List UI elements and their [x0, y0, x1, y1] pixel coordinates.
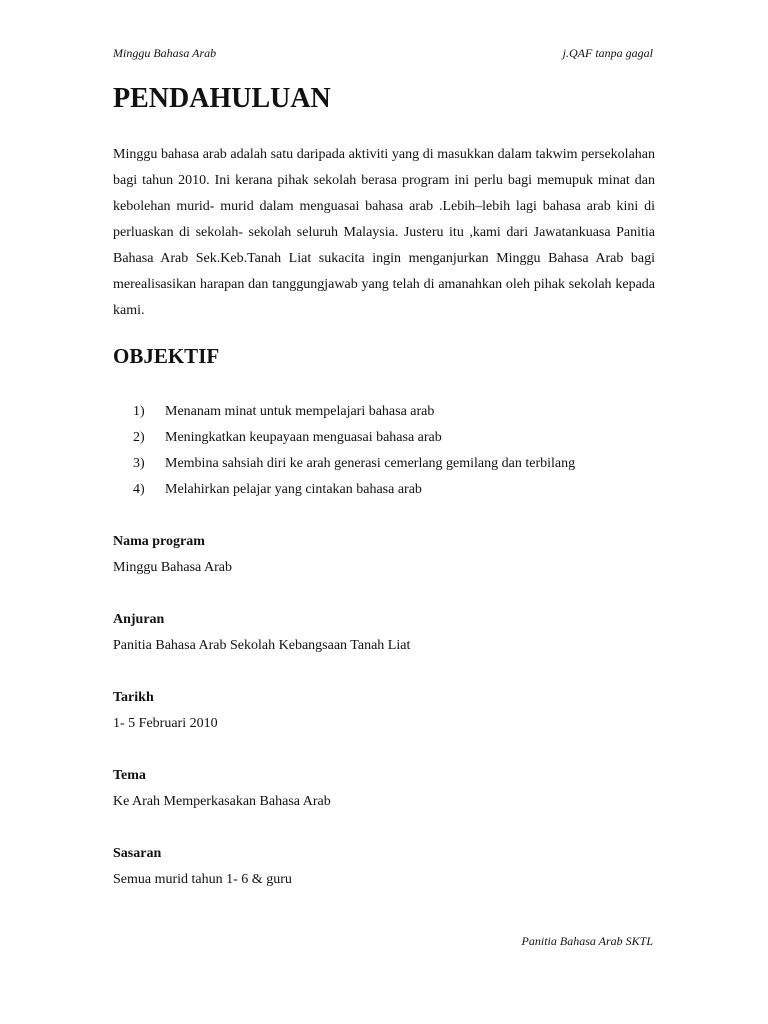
footer-text: Panitia Bahasa Arab SKTL	[521, 934, 653, 948]
field-label: Tema	[113, 768, 146, 783]
field-value: Panitia Bahasa Arab Sekolah Kebangsaan Tanah Liat	[113, 638, 411, 653]
header-right-title: j.QAF tanpa gagal	[562, 46, 653, 60]
intro-heading: PENDAHULUAN	[113, 83, 331, 114]
field-theme	[113, 763, 655, 815]
field-value: 1- 5 Februari 2010	[113, 716, 218, 731]
field-value: Minggu Bahasa Arab	[113, 560, 232, 575]
list-item-text: Melahirkan pelajar yang cintakan bahasa arab	[165, 482, 422, 497]
list-item-number: 1)	[133, 404, 145, 419]
list-item-number: 4)	[133, 482, 145, 497]
field-program-name	[113, 529, 655, 581]
field-label: Tarikh	[113, 690, 154, 705]
field-organizer	[113, 607, 655, 659]
field-date	[113, 685, 655, 737]
field-label: Nama program	[113, 534, 205, 549]
list-item	[113, 477, 655, 503]
list-item-number: 3)	[133, 456, 145, 471]
intro-paragraph: Minggu bahasa arab adalah satu daripada aktiviti yang di masukkan dalam takwim persekolahan bagi tahun 2010. Ini kerana pihak sekolah berasa program ini perlu bagi memupuk minat dan kebolehan murid- murid dalam menguasai bahasa arab .Lebih–lebih lagi bahasa arab kini di perluaskan di sekolah- sekolah seluruh Malaysia. Justeru itu ,kami dari Jawatankuasa Panitia Bahasa Arab Sek.Keb.Tanah Liat sukacita ingin menganjurkan Minggu Bahasa Arab bagi merealisasikan harapan dan tanggungjawab yang telah di amanahkan oleh pihak sekolah kepada kami.	[113, 147, 655, 318]
list-item-text: Membina sahsiah diri ke arah generasi cemerlang gemilang dan terbilang	[165, 456, 576, 471]
header-left-title: Minggu Bahasa Arab	[113, 46, 217, 60]
field-target	[113, 841, 655, 893]
list-item	[113, 451, 655, 477]
list-item-text: Menanam minat untuk mempelajari bahasa arab	[165, 404, 435, 419]
document-body	[113, 83, 655, 893]
field-value: Semua murid tahun 1- 6 & guru	[113, 872, 292, 887]
list-item-text: Meningkatkan keupayaan menguasai bahasa arab	[165, 430, 442, 445]
list-item-number: 2)	[133, 430, 145, 445]
field-label: Anjuran	[113, 612, 165, 627]
list-item	[113, 399, 655, 425]
program-details	[113, 529, 655, 893]
list-item	[113, 425, 655, 451]
field-value: Ke Arah Memperkasakan Bahasa Arab	[113, 794, 331, 809]
field-label: Sasaran	[113, 846, 162, 861]
objectives-list	[113, 399, 655, 503]
objectives-heading: OBJEKTIF	[113, 344, 220, 368]
